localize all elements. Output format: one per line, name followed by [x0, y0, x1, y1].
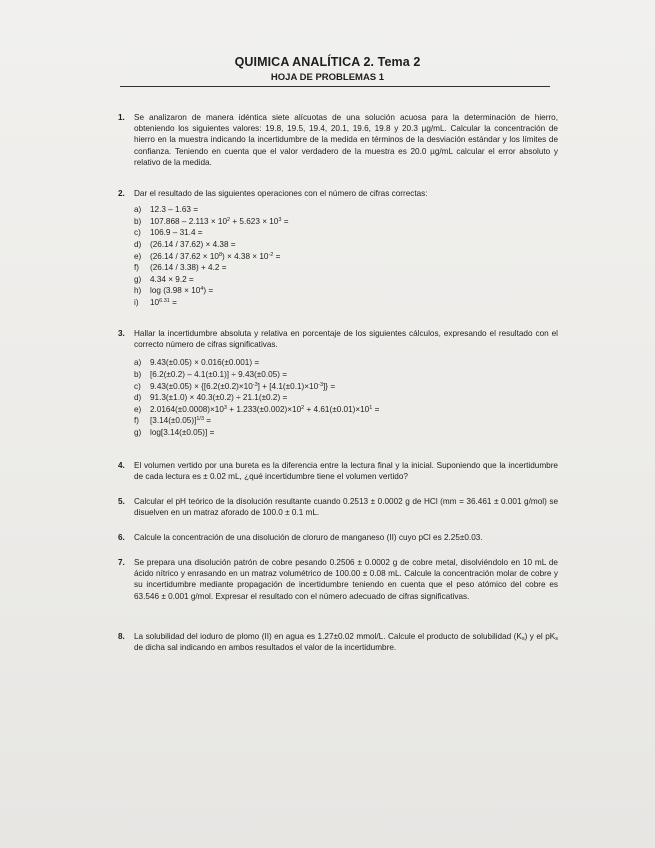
problem-2 [118, 188, 558, 309]
page-subtitle: HOJA DE PROBLEMAS 1 [270, 72, 385, 83]
list-item: b) $107.868 - 2.113 \times 10^2 + 5.623 \times 10^3$ = [134, 216, 289, 226]
list-item: c) $9.43(\pm 0.05) \times \{[6.2(\pm 0.2)\times 10^{-3}] + [4.1(\pm 0.1)\times 10^{-3}]\}$ = [134, 381, 336, 391]
list-item: b) [6.2(±0.2) – 4.1(±0.1)] ÷ 9.43(±0.05) = [134, 370, 287, 379]
list-item: f) $[3.14(\pm 0.05)]^{1/3}$ = [134, 416, 212, 426]
problem-7 [118, 557, 558, 602]
list-item: a) 9.43(±0.05) × 0.016(±0.001) = [134, 358, 260, 368]
problem-number: 7. [118, 558, 125, 567]
problem-4 [118, 460, 558, 482]
problem-number: 8. [118, 632, 125, 641]
title-divider [120, 86, 550, 87]
list-item: c) 106.9 – 31.4 = [134, 228, 203, 238]
problem-number: 4. [118, 461, 125, 470]
problem-number: 5. [118, 497, 125, 506]
list-item: f) (26.14 / 3.38) + 4.2 = [134, 263, 227, 273]
problem-number: 6. [118, 533, 125, 542]
problem-number: 2. [118, 189, 125, 198]
calculation-list [134, 357, 558, 438]
problem-text: Dar el resultado de las siguientes operaciones con el número de cifras correctas: [134, 189, 428, 198]
problem-1 [118, 112, 558, 168]
operation-list [134, 204, 558, 308]
problem-number: 3. [118, 329, 125, 338]
problem-5 [118, 496, 558, 518]
list-item: d) (26.14 / 37.62) × 4.38 = [134, 239, 236, 249]
list-item: g) 4.34 × 9.2 = [134, 274, 194, 284]
list-item: g) log[3.14(±0.05)] = [134, 427, 215, 437]
list-item: h) $\log (3.98 \times 10^4)$ = [134, 286, 214, 296]
list-item: e) $2.0164(\pm 0.0008)\times 10^3 + 1.233(\pm 0.002)\times 10^2 + 4.61(\pm 0.01)\times 10^1$ = [134, 404, 380, 414]
problem-text: La solubilidad del ioduro de plomo (II) en agua es 1.27±0.02 mmol/L. Calcule el producto de solubilidad $(K_s)$ y el $pK_s$ de dicha sal indicando en ambos resultados el valor de la incertidumbre. [134, 632, 558, 653]
problem-text: El volumen vertido por una bureta es la diferencia entre la lectura final y la inicial. Suponiendo que la incertidumbre de cada lectura es ± 0.02 mL, ¿qué incertidumbre tiene el volumen vertido? [134, 461, 558, 482]
problem-6 [118, 532, 558, 543]
list-item: d) 91.3(±1.0) × 40.3(±0.2) ÷ 21.1(±0.2) = [134, 393, 288, 403]
problem-8 [118, 631, 558, 653]
problem-text: Calcular el pH teórico de la disolución resultante cuando 0.2513 ± 0.0002 g de HCl (mm = 36.461 ± 0.001 g/mol) se disuelven en un matraz aforado de 100.0 ± 0.1 mL. [134, 497, 558, 518]
problem-text: Hallar la incertidumbre absoluta y relativa en porcentaje de los siguientes cálculos, expresando el resultado con el correcto número de cifras significativas. [134, 329, 558, 350]
problem-text: Calcule la concentración de una disolución de cloruro de manganeso (II) cuyo pCl es 2.25±0.03. [134, 533, 483, 542]
list-item: a) 12.3 – 1.63 = [134, 205, 199, 215]
problem-3 [118, 328, 558, 439]
problem-text: Se analizaron de manera idéntica siete alícuotas de una solución acuosa para la determinación de hierro, obteniendo los siguientes valores: 19.8, 19.5, 19.4, 20.1, 19.6, 19.8 y 20.3 µg/mL. Calcular la concentración de hierro en la muestra indicando la incertidumbre de la medida en términos de la desviación estándar y los límites de confianza. Teniendo en cuenta que el valor verdadero de la muestra es 20.0 µg/mL calcular el error absoluto y relativo de la medida. [134, 113, 558, 167]
problem-number: 1. [118, 113, 125, 122]
page-title: QUIMICA ANALÍTICA 2. Tema 2 [234, 55, 421, 69]
problem-text: Se prepara una disolución patrón de cobre pesando 0.2506 ± 0.0002 g de cobre metal, disolviéndolo en 10 mL de ácido nítrico y enrasando en un matraz volumétrico de 100.00 ± 0.08 mL. Calcule la concentración molar de cobre y su incertidumbre mediante propagación de incertidumbre teniendo en cuenta que el peso atómico del cobre es 63.546 ± 0.001 g/mol. Expresar el resultado con el número adecuado de cifras significativas. [134, 558, 558, 601]
list-item: i) $10^{6.31}$ = [134, 297, 177, 307]
list-item: e) $(26.14 / 37.62 \times 10^8) \times 4.38 \times 10^{-2}$ = [134, 251, 281, 261]
